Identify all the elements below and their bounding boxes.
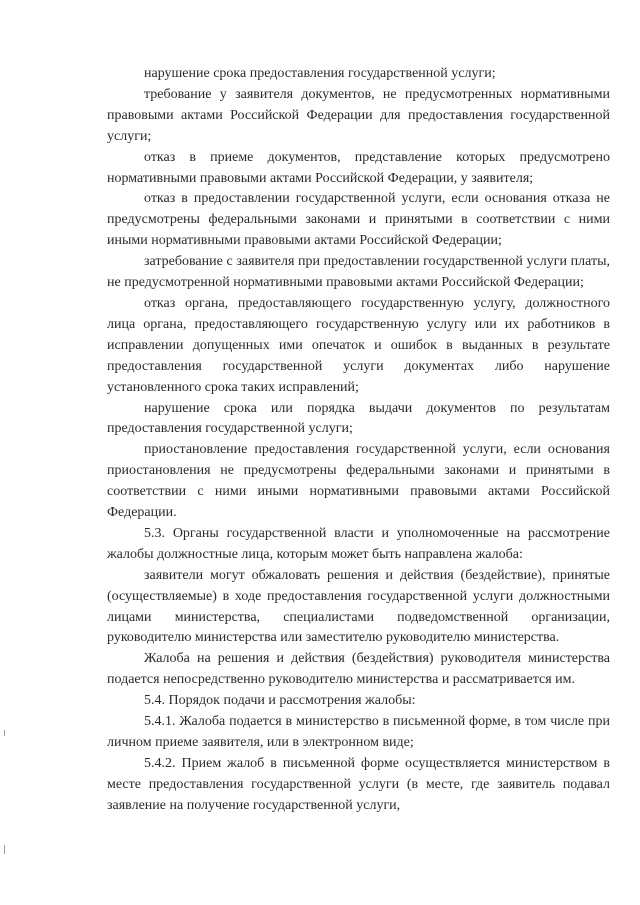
- section-5-4-2: 5.4.2. Прием жалоб в письменной форме осуществляется министерством в месте предоставления государственной услуги (в месте, где заявитель подавал заявление на получение государственной услуги,: [107, 755, 610, 813]
- paragraph-violation-of-term: нарушение срока предоставления государственной услуги;: [144, 66, 496, 81]
- section-5-3: 5.3. Органы государственной власти и уполномоченные на рассмотрение жалобы должностные лица, которым может быть направлена жалоба:: [107, 525, 610, 562]
- section-5-4: 5.4. Порядок подачи и рассмотрения жалобы:: [144, 693, 416, 709]
- document-body: [107, 64, 610, 817]
- paragraph-suspension-of-service: приостановление предоставления государственной услуги, если основания приостановления не предусмотрены федеральными законами и принятыми в соответствии с ними иными нормативными правовыми актами Российской Федерации.: [107, 442, 610, 521]
- paragraph-right-to-appeal: заявители могут обжаловать решения и действия (бездействие), принятые (осуществляемые) в ходе предоставления государственной услуги должностными лицами министерства, специалистами подведомственной организации, руководителю министерства или заместителю руководителю министерства.: [107, 567, 610, 646]
- paragraph-complaint-against-head: Жалоба на решения и действия (бездействия) руководителя министерства подается непосредственно руководителю министерства и рассматривается им.: [107, 651, 610, 688]
- scan-edge-mark: [4, 845, 5, 854]
- paragraph-refusal-to-correct-errors: отказ органа, предоставляющего государственную услугу, должностного лица органа, предоставляющего государственную услугу или их работников в исправлении допущенных ими опечаток и ошибок в выданных в результате предоставления государственной услуги документах либо нарушение установленного срока таких исправлений;: [107, 295, 610, 395]
- paragraph-issuance-violation: нарушение срока или порядка выдачи документов по результатам предоставления государственной услуги;: [107, 400, 610, 437]
- paragraph-refusal-to-accept-documents: отказ в приеме документов, представление которых предусмотрено нормативными правовыми актами Российской Федерации, у заявителя;: [107, 149, 610, 186]
- paragraph-unlawful-fee: затребование с заявителя при предоставлении государственной услуги платы, не предусмотренной нормативными правовыми актами Российской Федерации;: [107, 254, 610, 291]
- paragraph-refusal-of-service: отказ в предоставлении государственной услуги, если основания отказа не предусмотрены федеральными законами и принятыми в соответствии с ними иными нормативными правовыми актами Российской Федерации;: [107, 191, 610, 249]
- paragraph-extra-documents-requirement: требование у заявителя документов, не предусмотренных нормативными правовыми актами Российской Федерации для предоставления государственной услуги;: [107, 86, 610, 144]
- scan-edge-mark: [4, 730, 5, 736]
- section-5-4-1: 5.4.1. Жалоба подается в министерство в письменной форме, в том числе при личном приеме заявителя, или в электронном виде;: [107, 714, 610, 750]
